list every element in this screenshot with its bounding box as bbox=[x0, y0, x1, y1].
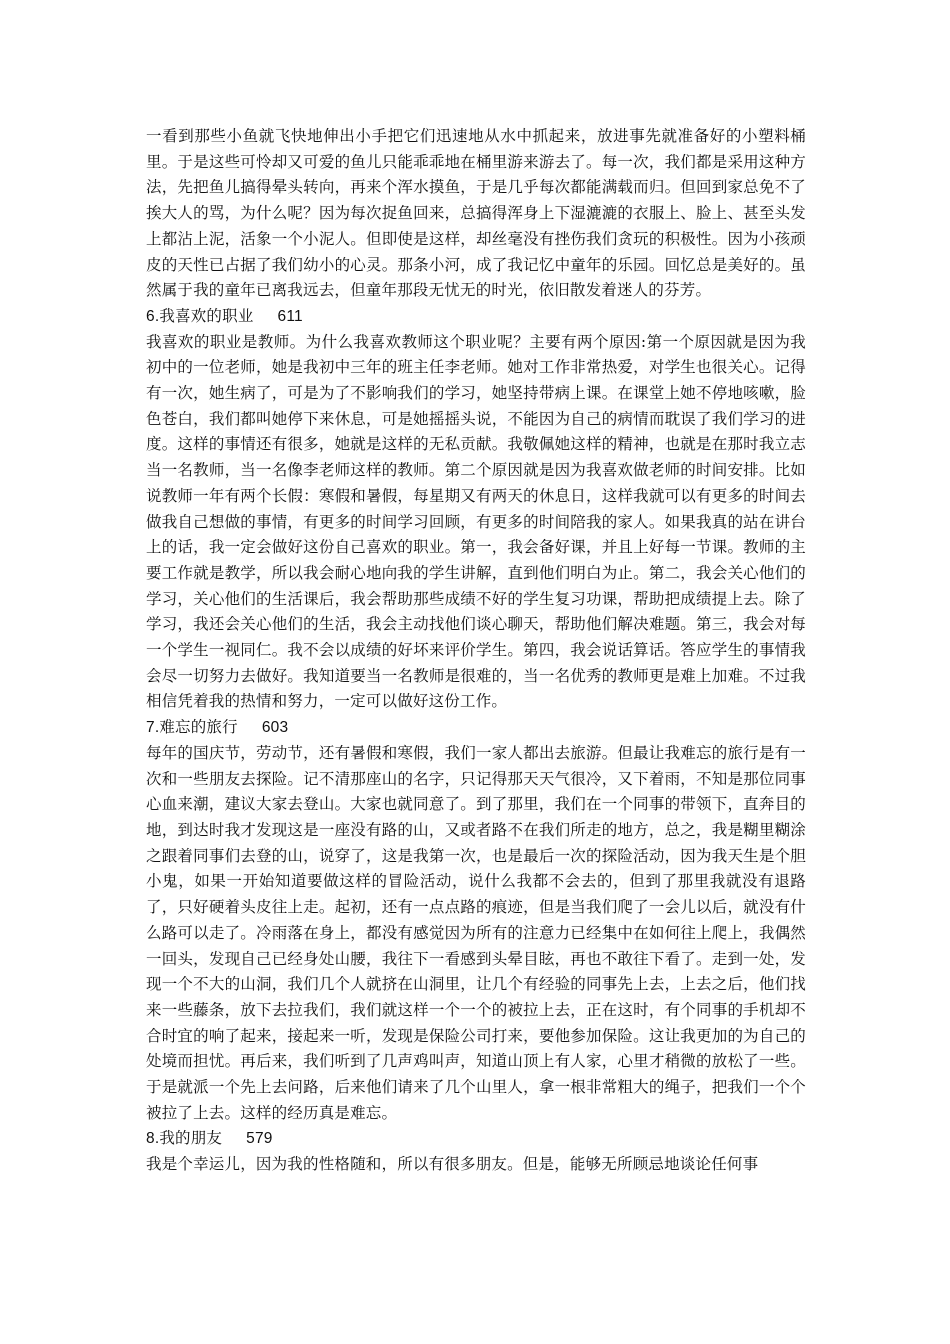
word-count: 611 bbox=[277, 307, 303, 325]
section-heading-6 bbox=[146, 304, 806, 330]
paragraph-favorite-job: 我喜欢的职业是教师。为什么我喜欢教师这个职业呢？主要有两个原因:第一个原因就是因为我初中的一位老师，她是我初中三年的班主任李老师。她对工作非常热爱，对学生也很关心。记得有一次，她生病了，可是为了不影响我们的学习，她坚持带病上课。在课堂上她不停地咳嗽，脸色苍白，我们都叫她停下来休息，可是她摇摇头说，不能因为自己的病情而耽误了我们学习的进度。这样的事情还有很多，她就是这样的无私贡献。我敬佩她这样的精神，也就是在那时我立志当一名教师，当一名像李老师这样的教师。第二个原因就是因为我喜欢做老师的时间安排。比如说教师一年有两个长假：寒假和暑假，每星期又有两天的休息日，这样我就可以有更多的时间去做我自己想做的事情，有更多的时间学习回顾，有更多的时间陪我的家人。如果我真的站在讲台上的话，我一定会做好这份自己喜欢的职业。第一，我会备好课，并且上好每一节课。教师的主要工作就是教学，所以我会耐心地向我的学生讲解，直到他们明白为止。第二，我会关心他们的学习，关心他们的生活课后，我会帮助那些成绩不好的学生复习功课，帮助把成绩提上去。除了学习，我还会关心他们的生活，我会主动找他们谈心聊天，帮助他们解决难题。第三，我会对每一个学生一视同仁。我不会以成绩的好坏来评价学生。第四，我会说话算话。答应学生的事情我会尽一切努力去做好。我知道要当一名教师是很难的，当一名优秀的教师更是难上加难。不过我相信凭着我的热情和努力，一定可以做好这份工作。 bbox=[146, 332, 806, 711]
word-count: 603 bbox=[261, 719, 289, 737]
paragraph-childhood-river: 一看到那些小鱼就飞快地伸出小手把它们迅速地从水中抓起来，放进事先就准备好的小塑料桶里。于是这些可怜却又可爱的鱼儿只能乖乖地在桶里游来游去了。每一次，我们都是采用这种方法，先把鱼儿搞得晕头转向，再来个浑水摸鱼，于是几乎每次都能满载而归。但回到家总免不了挨大人的骂，为什么呢？因为每次捉鱼回来，总搞得浑身上下湿漉漉的衣服上、脸上、甚至头发上都沾上泥，活象一个小泥人。但即使是这样，却丝毫没有挫伤我们贪玩的积极性。因为小孩顽皮的天性已占据了我们幼小的心灵。那条小河，成了我记忆中童年的乐园。回忆总是美好的。虽然属于我的童年已离我远去，但童年那段无忧无的时光，依旧散发着迷人的芬芳。 bbox=[146, 127, 806, 300]
section-title: 我的朋友 bbox=[159, 1129, 223, 1148]
paragraph-my-friend: 我是个幸运儿，因为我的性格随和，所以有很多朋友。但是，能够无所顾忌地谈论任何事 bbox=[146, 1155, 759, 1174]
section-number: 6. bbox=[146, 307, 160, 325]
section-number: 8. bbox=[146, 1130, 160, 1148]
section-title: 我喜欢的职业 bbox=[159, 306, 254, 325]
paragraph-memorable-trip: 每年的国庆节，劳动节，还有暑假和寒假，我们一家人都出去旅游。但最让我难忘的旅行是有一次和一些朋友去探险。记不清那座山的名字，只记得那天天气很冷，又下着雨，不知是那位同事心血来潮，建议大家去登山。大家也就同意了。到了那里，我们在一个同事的带领下，直奔目的地，到达时我才发现这是一座没有路的山，又或者路不在我们所走的地方，总之，我是糊里糊涂之跟着同事们去登的山，说穿了，这是我第一次，也是最后一次的探险活动，因为我天生是个胆小鬼，如果一开始知道要做这样的冒险活动，说什么我都不会去的，但到了那里我就没有退路了，只好硬着头皮往上走。起初，还有一点点路的痕迹，但是当我们爬了一会儿以后，就没有什么路可以走了。冷雨落在身上，都没有感觉因为所有的注意力已经集中在如何往上爬上，我偶然一回头，发现自己已经身处山腰，我往下一看感到头晕目眩，再也不敢往下看了。走到一处，发现一个不大的山洞，我们几个人就挤在山洞里，让几个有经验的同事先上去，上去之后，他们找来一些藤条，放下去拉我们，我们就这样一个一个的被拉上去，正在这时，有个同事的手机却不合时宜的响了起来，接起来一听，发现是保险公司打来，要他参加保险。这让我更加的为自己的处境而担忧。再后来，我们听到了几声鸡叫声，知道山顶上有人家，心里才稍微的放松了一些。于是就派一个先上去问路，后来他们请来了几个山里人，拿一根非常粗大的绳子，把我们一个个被拉了上去。这样的经历真是难忘。 bbox=[146, 743, 806, 1122]
section-title: 难忘的旅行 bbox=[159, 718, 238, 737]
section-number: 7. bbox=[146, 719, 160, 737]
section-heading-7 bbox=[146, 715, 806, 741]
document-page bbox=[146, 124, 806, 1178]
word-count: 579 bbox=[246, 1130, 273, 1148]
section-heading-8 bbox=[146, 1126, 806, 1152]
